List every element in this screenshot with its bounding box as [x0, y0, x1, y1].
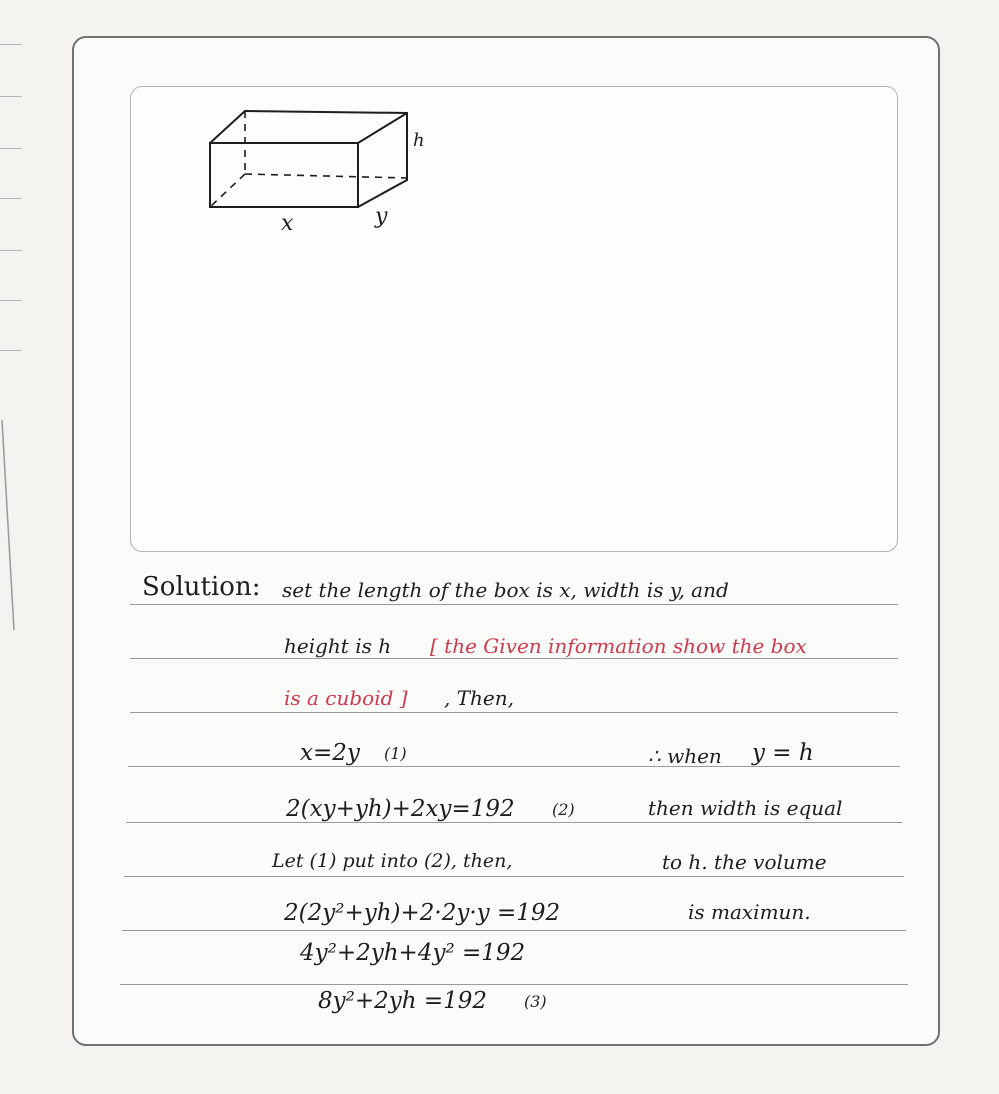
margin-tick	[0, 96, 22, 97]
equation-1-tag: (1)	[384, 744, 407, 763]
cuboid-diagram	[195, 98, 435, 248]
conclusion-line-3: to h. the volume	[662, 850, 827, 874]
margin-tick	[0, 350, 22, 351]
margin-tick	[0, 44, 22, 45]
margin-tick	[0, 198, 22, 199]
solution-heading: Solution:	[142, 572, 261, 602]
ruled-line	[130, 658, 898, 659]
solution-line-3-red: is a cuboid ]	[284, 686, 408, 710]
equation-expanded: 4y²+2yh+4y² =192	[300, 940, 526, 966]
solution-line-2-black: height is h	[284, 634, 392, 658]
ruled-line	[124, 876, 904, 877]
equation-2: 2(xy+yh)+2xy=192	[286, 796, 515, 822]
label-width: y	[375, 204, 388, 229]
ruled-line	[126, 822, 902, 823]
conclusion-line-1: ∴ when	[648, 744, 722, 768]
margin-tick	[0, 148, 22, 149]
conclusion-equation: y = h	[752, 740, 814, 766]
label-length: x	[281, 211, 294, 236]
solution-line-2-red: [ the Given information show the box	[430, 634, 807, 658]
substitution-note: Let (1) put into (2), then,	[272, 850, 513, 872]
ruled-line	[130, 712, 898, 713]
equation-3-tag: (3)	[524, 992, 547, 1011]
ruled-line	[122, 930, 906, 931]
ruled-line	[120, 984, 908, 985]
conclusion-line-4: is maximun.	[688, 900, 811, 924]
ruled-line	[130, 604, 898, 605]
ruled-line	[128, 766, 900, 767]
equation-1: x=2y	[300, 740, 360, 766]
solution-line-3-black: , Then,	[444, 686, 515, 710]
solution-line-1: set the length of the box is x, width is y, and	[282, 578, 729, 602]
conclusion-line-2: then width is equal	[648, 796, 843, 820]
equation-3: 8y²+2yh =192	[318, 988, 488, 1014]
equation-2-tag: (2)	[552, 800, 575, 819]
margin-tick	[0, 250, 22, 251]
label-height: h	[413, 130, 425, 151]
page-fold-line	[0, 420, 20, 630]
equation-substituted: 2(2y²+yh)+2·2y·y =192	[284, 900, 561, 926]
margin-tick	[0, 300, 22, 301]
